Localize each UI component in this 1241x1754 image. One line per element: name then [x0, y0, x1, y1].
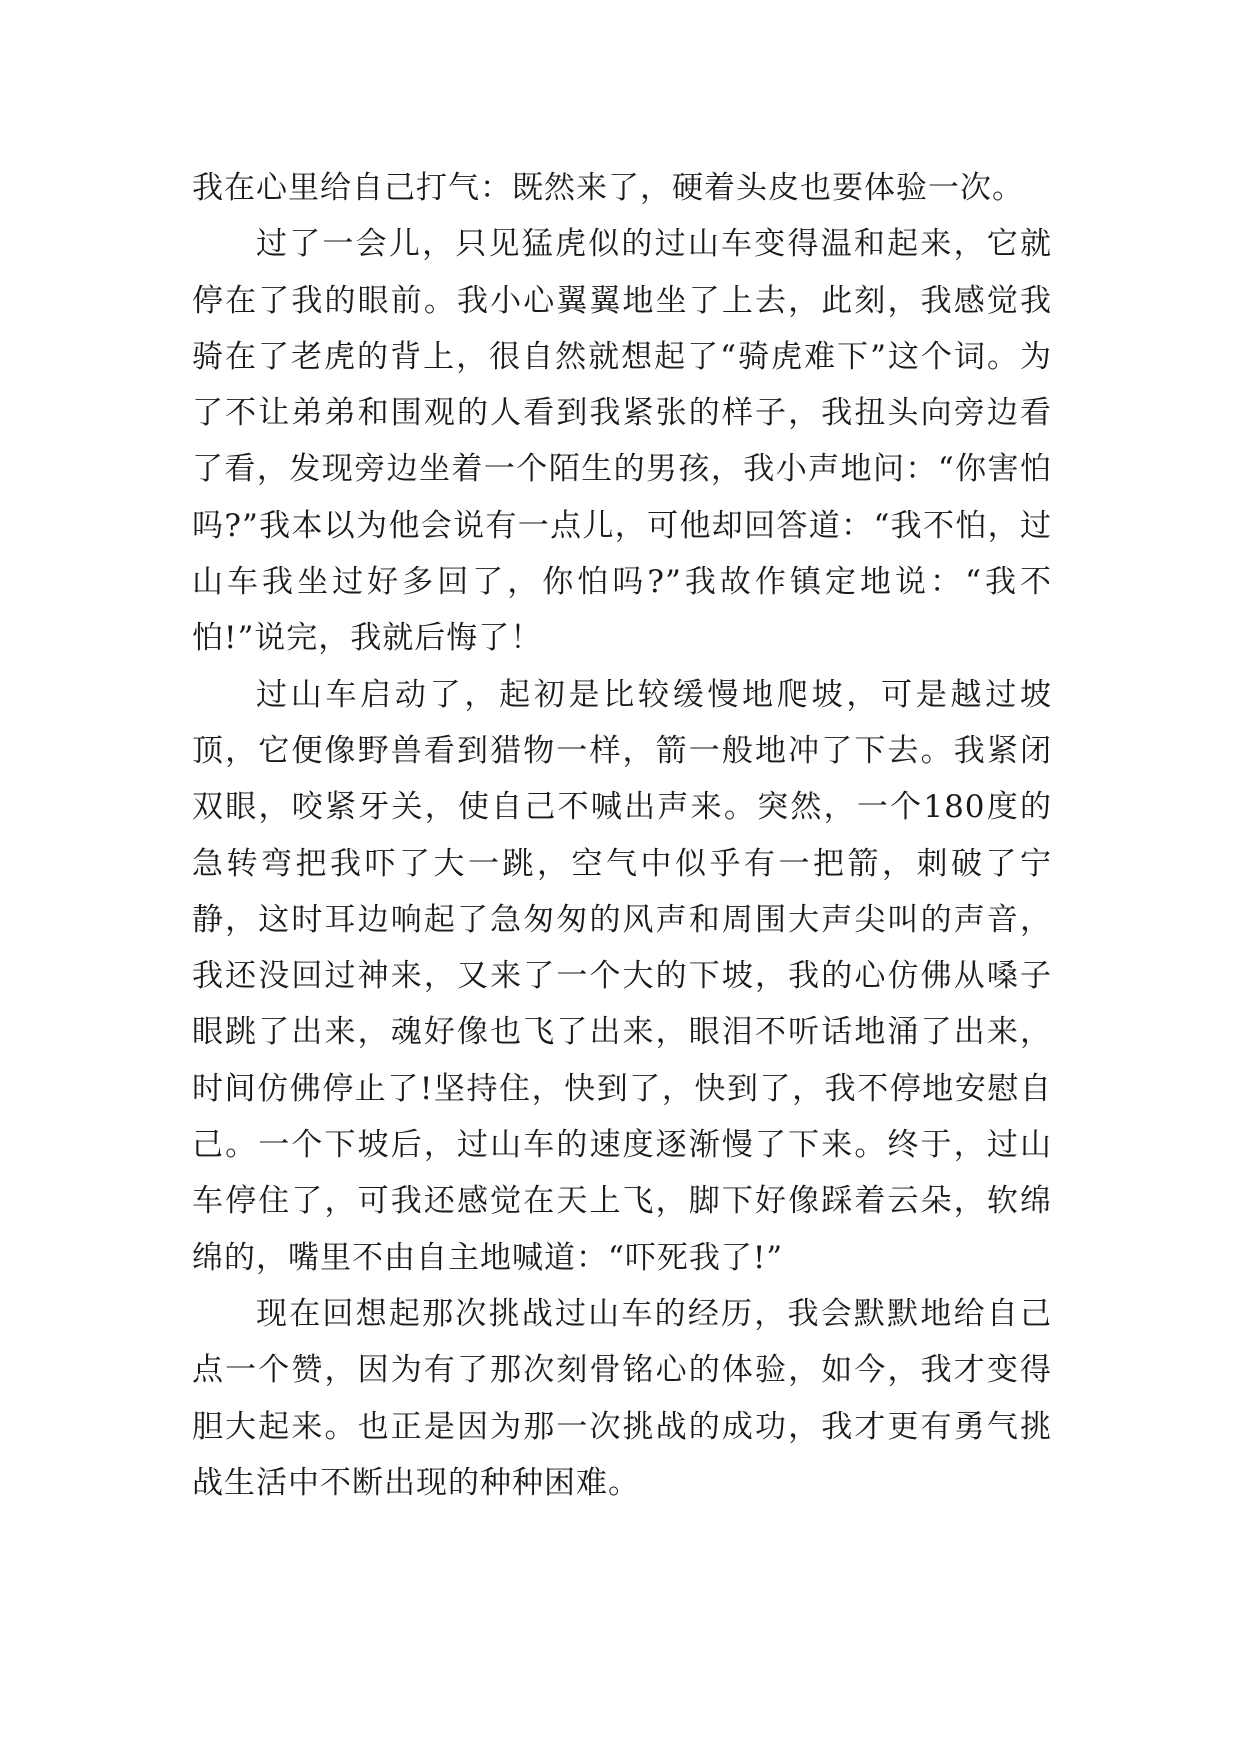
paragraph-roller-coaster-arrival: 过了一会儿，只见猛虎似的过山车变得温和起来，它就停在了我的眼前。我小心翼翼地坐了上去，此刻，我感觉我骑在了老虎的背上，很自然就想起了“骑虎难下”这个词。为了不让弟弟和围观的人看到我紧张的样子，我扭头向旁边看了看，发现旁边坐着一个陌生的男孩，我小声地问：“你害怕吗?”我本以为他会说有一点儿，可他却回答道：“我不怕，过山车我坐过好多回了，你怕吗?”我故作镇定地说：“我不怕!”说完，我就后悔了！ — [192, 226, 1052, 657]
paragraph-continuation: 我在心里给自己打气：既然来了，硬着头皮也要体验一次。 — [192, 170, 1024, 206]
paragraph-ride: 过山车启动了，起初是比较缓慢地爬坡，可是越过坡顶，它便像野兽看到猎物一样，箭一般地冲了下去。我紧闭双眼，咬紧牙关，使自己不喊出声来。突然，一个180度的急转弯把我吓了大一跳，空气中似乎有一把箭，刺破了宁静，这时耳边响起了急匆匆的风声和周围大声尖叫的声音，我还没回过神来，又来了一个大的下坡，我的心仿佛从嗓子眼跳了出来，魂好像也飞了出来，眼泪不听话地涌了出来，时间仿佛停止了!坚持住，快到了，快到了，我不停地安慰自己。一个下坡后，过山车的速度逐渐慢了下来。终于，过山车停住了，可我还感觉在天上飞，脚下好像踩着云朵，软绵绵的，嘴里不由自主地喊道：“吓死我了!” — [192, 676, 1052, 1276]
essay-body — [192, 160, 1052, 1511]
paragraph-reflection: 现在回想起那次挑战过山车的经历，我会默默地给自己点一个赞，因为有了那次刻骨铭心的体验，如今，我才变得胆大起来。也正是因为那一次挑战的成功，我才更有勇气挑战生活中不断出现的种种困难。 — [192, 1295, 1052, 1501]
